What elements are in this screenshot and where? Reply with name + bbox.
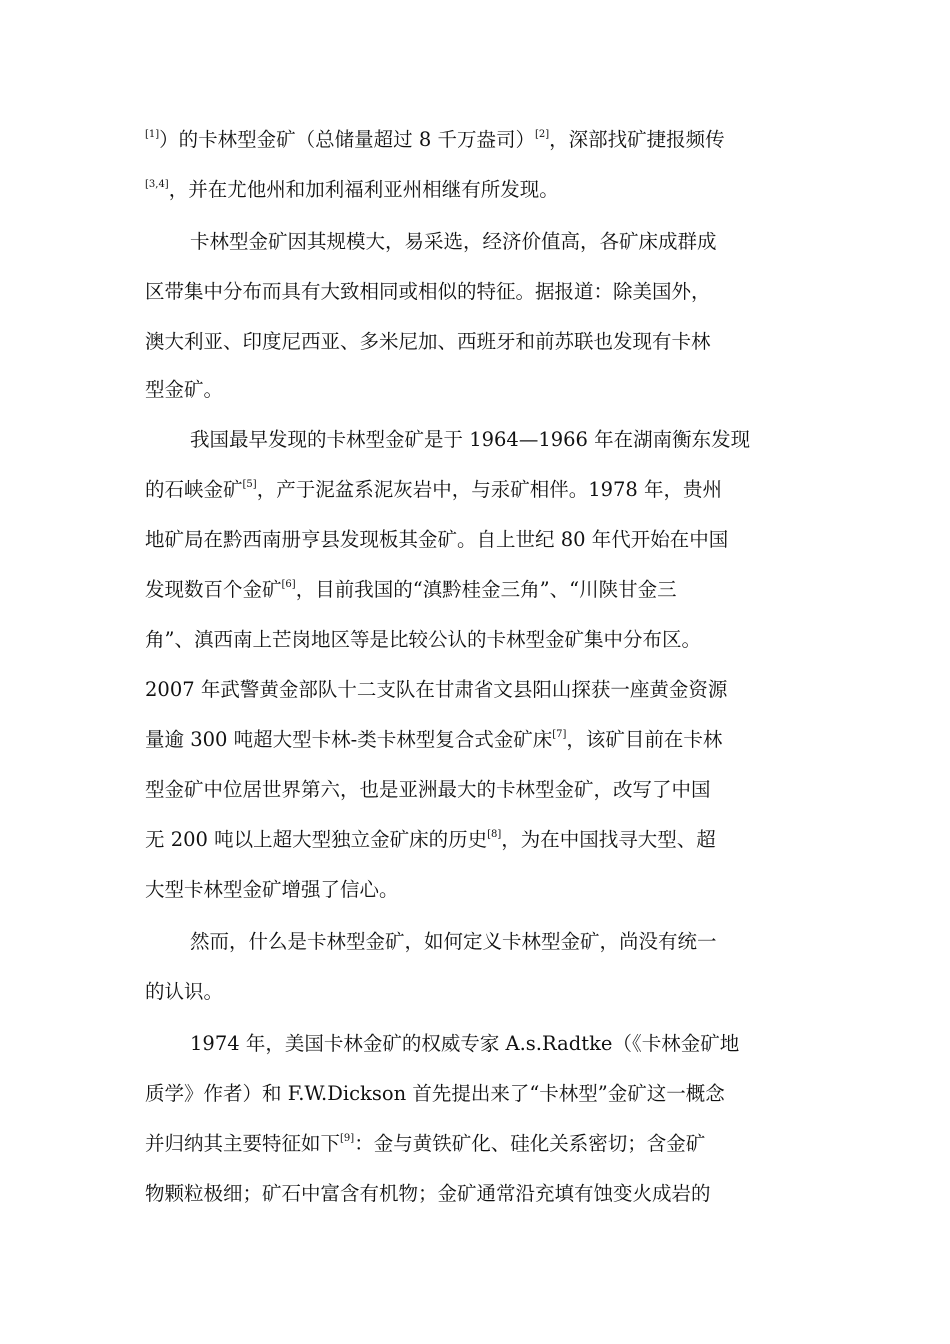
body-text-line <box>145 128 725 152</box>
body-text-line <box>145 1182 711 1206</box>
body-text-line <box>145 1132 705 1156</box>
body-text-line <box>145 778 711 802</box>
text-run: 1974 年，美国卡林金矿的权威专家 A.s.Radtke（《卡林金矿地 <box>190 1032 740 1055</box>
body-text-line <box>190 428 750 452</box>
body-text-line <box>145 178 559 202</box>
text-run: ，深部找矿捷报频传 <box>549 128 725 151</box>
text-run: 发现数百个金矿 <box>145 578 282 601</box>
text-run: ，目前我国的“滇黔桂金三角”、“川陕甘金三 <box>295 578 677 601</box>
body-text-line <box>145 1082 725 1106</box>
text-run: 2007 年武警黄金部队十二支队在甘肃省文县阳山探获一座黄金资源 <box>145 678 728 701</box>
body-text-line <box>145 578 677 602</box>
text-run: 我国最早发现的卡林型金矿是于 1964—1966 年在湖南衡东发现 <box>190 428 751 451</box>
text-run: 质学》作者）和 F.W.Dickson 首先提出来了“卡林型”金矿这一概念 <box>145 1082 725 1105</box>
text-run: ，并在尤他州和加利福利亚州相继有所发现。 <box>168 178 559 201</box>
text-run: 的石峡金矿 <box>145 478 243 501</box>
body-text-line <box>145 878 399 902</box>
citation-reference: [6] <box>281 579 296 590</box>
citation-reference: [1] <box>145 129 160 140</box>
text-run: ，产于泥盆系泥灰岩中，与汞矿相伴。1978 年，贵州 <box>256 478 723 501</box>
citation-reference: [3,4] <box>145 179 169 190</box>
text-run: 量逾 300 吨超大型卡林-类卡林型复合式金矿床 <box>145 728 553 751</box>
text-run: 的认识。 <box>145 980 224 1003</box>
text-run: 无 200 吨以上超大型独立金矿床的历史 <box>145 828 488 851</box>
body-text-line <box>145 378 223 402</box>
text-run: ：金与黄铁矿化、硅化关系密切；含金矿 <box>354 1132 706 1155</box>
text-run: 角”、滇西南上芒岗地区等是比较公认的卡林型金矿集中分布区。 <box>145 628 701 651</box>
text-run: 澳大利亚、印度尼西亚、多米尼加、西班牙和前苏联也发现有卡林 <box>145 330 711 353</box>
body-text-line <box>190 230 717 254</box>
text-run: ）的卡林型金矿（总储量超过 8 千万盎司） <box>159 128 535 151</box>
text-run: 然而，什么是卡林型金矿，如何定义卡林型金矿，尚没有统一 <box>190 930 717 953</box>
body-text-line <box>145 628 701 652</box>
citation-reference: [8] <box>487 829 502 840</box>
body-text-line <box>145 678 727 702</box>
body-text-line <box>145 528 728 552</box>
citation-reference: [9] <box>340 1133 355 1144</box>
text-run: ，为在中国找寻大型、超 <box>501 828 716 851</box>
body-text-line <box>145 478 722 502</box>
citation-reference: [7] <box>552 729 567 740</box>
citation-reference: [5] <box>242 479 257 490</box>
text-run: 并归纳其主要特征如下 <box>145 1132 341 1155</box>
body-text-line <box>145 280 711 304</box>
text-run: 大型卡林型金矿增强了信心。 <box>145 878 399 901</box>
text-run: 卡林型金矿因其规模大，易采选，经济价值高，各矿床成群成 <box>190 230 717 253</box>
text-run: 物颗粒极细；矿石中富含有机物；金矿通常沿充填有蚀变火成岩的 <box>145 1182 711 1205</box>
text-run: 型金矿。 <box>145 378 224 401</box>
text-run: 区带集中分布而具有大致相同或相似的特征。据报道：除美国外， <box>145 280 711 303</box>
text-run: ，该矿目前在卡林 <box>566 728 723 751</box>
body-text-line <box>145 330 711 354</box>
body-text-line <box>190 930 717 954</box>
text-run: 地矿局在黔西南册亨县发现板其金矿。自上世纪 80 年代开始在中国 <box>145 528 729 551</box>
citation-reference: [2] <box>534 129 550 140</box>
text-run: 型金矿中位居世界第六，也是亚洲最大的卡林型金矿，改写了中国 <box>145 778 711 801</box>
body-text-line <box>145 980 223 1004</box>
body-text-line <box>145 828 716 852</box>
body-text-line <box>190 1032 739 1056</box>
body-text-line <box>145 728 722 752</box>
